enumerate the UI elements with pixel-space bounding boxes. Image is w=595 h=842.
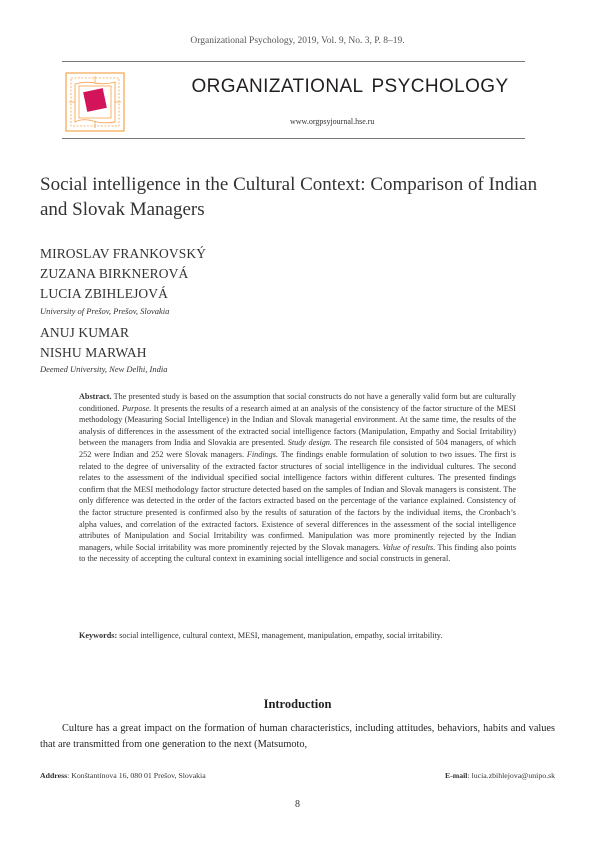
keywords-text: social intelligence, cultural context, MESI, management, manipulation, empathy, social irritability. (117, 631, 443, 640)
footer-address (40, 771, 206, 780)
abstract-findings-label: Findings. (246, 449, 279, 459)
footer-email (445, 771, 555, 780)
author-name: LUCIA ZBIHLEJOVÁ (40, 286, 168, 301)
author-name: ANUJ KUMAR (40, 325, 130, 340)
keywords-label: Keywords: (79, 631, 118, 640)
abstract-purpose-label: Purpose. (121, 403, 152, 413)
introduction-paragraph: Culture has a great impact on the formation of human characteristics, including attitudes, behaviors, habits and values that are transmitted from one generation to the next (Matsumoto, (40, 723, 555, 750)
journal-citation: Organizational Psychology, 2019, Vol. 9, No. 3, P. 8–19. (190, 36, 405, 46)
abstract-design-label: Study design. (287, 438, 332, 448)
abstract-text: The findings enable formulation of solution to two issues. The first is related to the degree of universality of the extracted factor structures of social intelligence in the individual cultures. The second relates to the assessment of the individual specified social intelligence factors within different cultures. The presented findings confirm that the MESI methodology factor structure detected based on the samples of Indian and Slovak managers is consistent. The only difference was detected in the order of the factors extracted based on the percentage of the variance explained. Consistency of the factor structure presented is confirmed also by the results of saturation of the factors by the individual items, the Cronbach’s alpha values, and correlation of the extracted factors. Existence of several differences in the assessment of the social intelligence attributes of Manipulation and Social Irritability was confirmed. Manipulation was more prominently rejected by the Indian managers, while Social irritability was more prominently rejected by the Slovak managers. (79, 449, 516, 552)
abstract (79, 391, 516, 565)
abstract-value-label: Value of results. (382, 542, 436, 552)
author-name: MIROSLAV FRANKOVSKÝ (40, 246, 207, 261)
header-rule-bottom (62, 138, 525, 139)
author-name: ZUZANA BIRKNEROVÁ (40, 266, 189, 281)
page-number: 8 (295, 799, 300, 810)
email-label: E-mail (444, 771, 468, 780)
abstract-text: The research file consisted of 504 managers, of which 252 were Indian and 252 were Slovak managers. (79, 438, 516, 459)
header-rule-top (62, 61, 525, 62)
journal-logo (65, 72, 125, 132)
affiliation: University of Prešov, Prešov, Slovakia (40, 306, 170, 316)
author-name: NISHU MARWAH (40, 345, 147, 360)
abstract-text: It presents the results of a research aimed at an analysis of the consistency of the factor structure of the MESI methodology (Measuring Social Intelligence) in the Indian and Slovak managerial environment. At the same time, the results of the analysis of differences in the assessment of the extracted social intelligence factors (Manipulation, Empathy and Social Irritability) between the managers from India and Slovakia are presented. (79, 403, 516, 448)
affiliation: Deemed University, New Delhi, India (40, 364, 168, 374)
journal-name: ORGANIZATIONAL PSYCHOLOGY (191, 76, 509, 97)
keywords (79, 630, 516, 642)
journal-url[interactable]: www.orgpsyjournal.hse.ru (290, 117, 375, 126)
address-text: : Konštantínova 16, 080 01 Prešov, Slovakia (67, 771, 206, 780)
article-title: Social intelligence in the Cultural Context: Comparison of Indian and Slovak Managers (40, 174, 538, 220)
section-heading-introduction: Introduction (263, 697, 332, 711)
abstract-text: This finding also points to the necessity of accepting the cultural context in examining social intelligence and social constructs in general. (79, 542, 517, 564)
address-label: Address (40, 771, 68, 780)
email-text[interactable]: : lucia.zbihlejova@unipo.sk (467, 771, 555, 780)
abstract-label: Abstract. (79, 392, 112, 401)
abstract-text: The presented study is based on the assumption that social constructs do not have a generally valid form but are culturally conditioned. (79, 392, 516, 413)
